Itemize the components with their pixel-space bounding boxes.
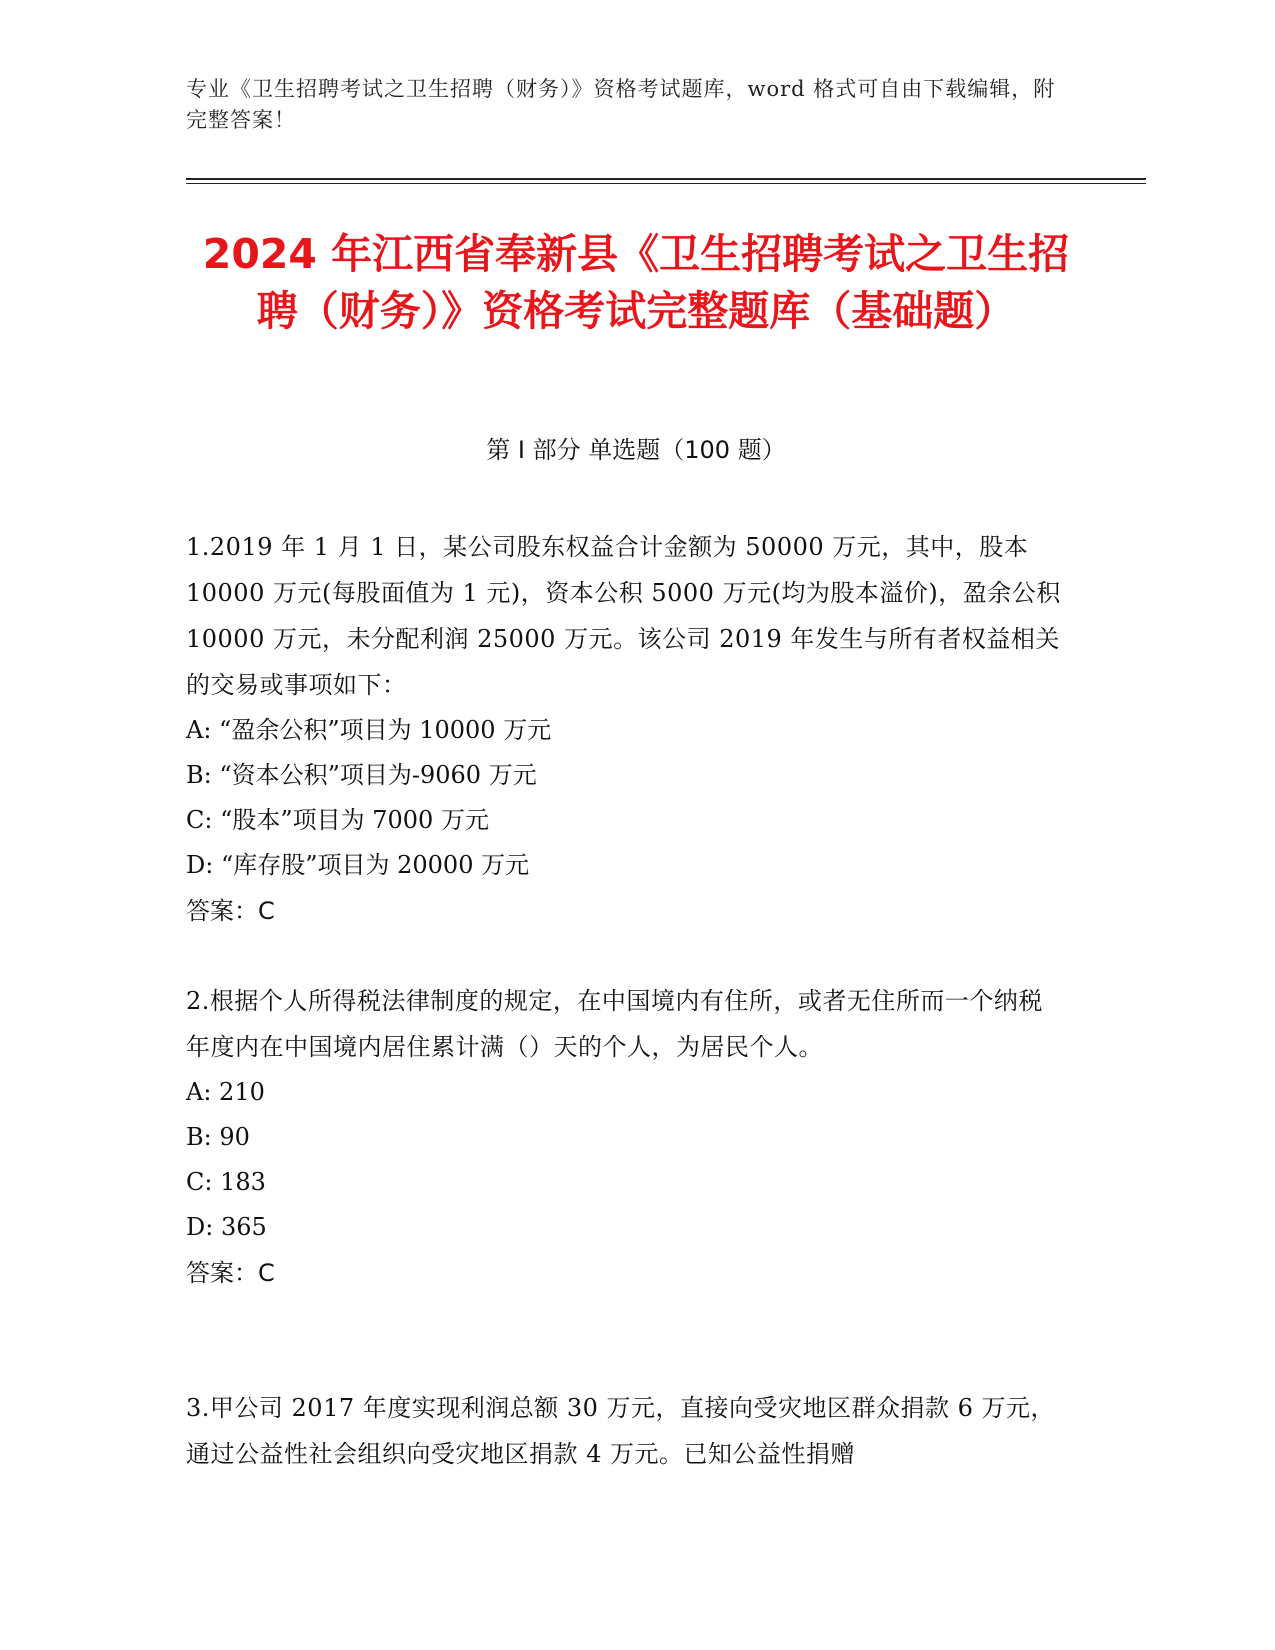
question-stem: 1.2019 年 1 月 1 日，某公司股东权益合计金额为 50000 万元，其中，股本 10000 万元(每股面值为 1 元)，资本公积 5000 万元(均为股本溢价)，盈余公积 10000 万元，未分配利润 25000 万元。该公司 2019 年发生与所有者权益相关的交易或事项如下：	[186, 533, 1061, 699]
option-a: A: 210	[186, 1078, 265, 1106]
answer: 答案：C	[186, 1259, 275, 1287]
header-note: 专业《卫生招聘考试之卫生招聘（财务）》资格考试题库，word 格式可自由下载编辑，附完整答案！	[186, 77, 1056, 132]
header-rule	[186, 178, 1146, 180]
option-d: D: 365	[186, 1213, 267, 1241]
option-d: D: “库存股”项目为 20000 万元	[186, 851, 530, 879]
document-title: 2024 年江西省奉新县《卫生招聘考试之卫生招聘（财务）》资格考试完整题库（基础题）	[202, 230, 1070, 335]
question-stem: 2.根据个人所得税法律制度的规定，在中国境内有住所，或者无住所而一个纳税年度内在中国境内居住累计满（）天的个人，为居民个人。	[186, 987, 1043, 1061]
option-a: A: “盈余公积”项目为 10000 万元	[186, 716, 552, 744]
header-rule-thin	[186, 183, 1146, 184]
answer: 答案：C	[186, 897, 275, 925]
section-heading: 第 I 部分 单选题（100 题）	[486, 436, 786, 464]
option-c: C: 183	[186, 1168, 266, 1196]
question-1	[186, 524, 1066, 934]
option-b: B: 90	[186, 1123, 250, 1151]
option-b: B: “资本公积”项目为-9060 万元	[186, 761, 537, 789]
question-3	[186, 1385, 1066, 1477]
question-stem: 3.甲公司 2017 年度实现利润总额 30 万元，直接向受灾地区群众捐款 6 万元，通过公益性社会组织向受灾地区捐款 4 万元。已知公益性捐赠	[186, 1394, 1056, 1468]
option-c: C: “股本”项目为 7000 万元	[186, 806, 489, 834]
question-2	[186, 978, 1066, 1296]
